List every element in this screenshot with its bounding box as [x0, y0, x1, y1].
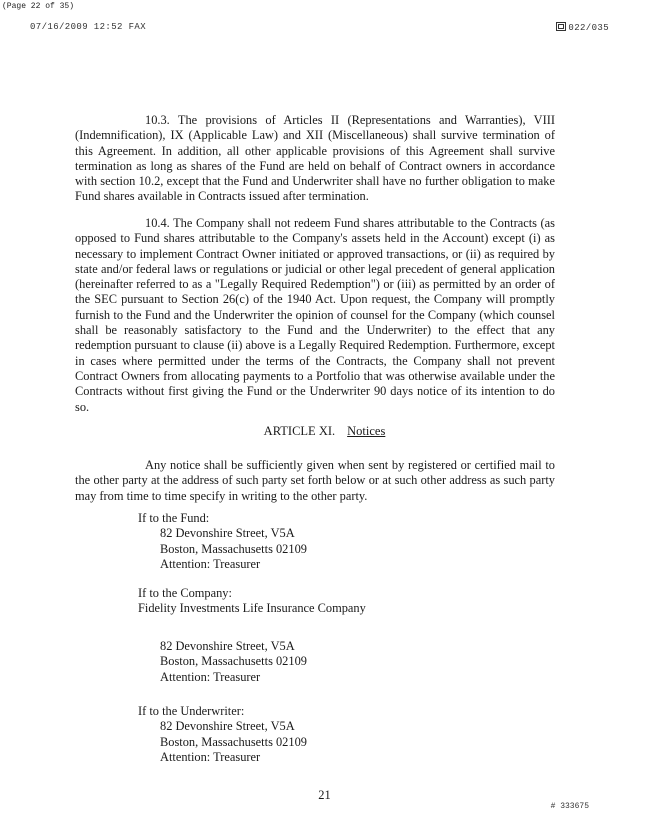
notice-intro: Any notice shall be sufficiently given when sent by registered or certified mail to the other party at the address of such party set forth below or at such other address as such party may from time to time specify in writing to the other party.	[75, 458, 555, 503]
fax-page-count-text: 022/035	[568, 23, 609, 33]
address-street: 82 Devonshire Street, V5A	[160, 639, 295, 653]
section-10-4: 10.4. The Company shall not redeem Fund shares attributable to the Contracts (as opposed to Fund shares attributable to the Company's assets held in the Account) except (i) as necessary to implement Contract Owner initiated or approved transactions, or (ii) as required by state and/or federal laws or regulations or judicial or other legal precedent of general application (hereinafter referred to as a "Legally Required Redemption") or (iii) as permitted by an order of the SEC pursuant to Section 26(c) of the 1940 Act. Upon request, the Company will promptly furnish to the Fund and the Underwriter the opinion of counsel for the Company (which counsel shall be reasonably satisfactory to the Fund and the Underwriter) to the effect that any redemption pursuant to clause (ii) above is a Legally Required Redemption. Furthermore, except in cases where permitted under the terms of the Contracts, the Company shall not prevent Contract Owners from allocating payments to a Portfolio that was otherwise available under the Contracts without first giving the Fund or the Underwriter 90 days notice of its intention to do so.	[75, 216, 555, 414]
article-title: Notices	[347, 424, 386, 438]
company-name: Fidelity Investments Life Insurance Company	[138, 601, 366, 616]
address-block-company	[138, 586, 366, 617]
address-city: Boston, Massachusetts 02109	[160, 541, 307, 556]
address-attention: Attention: Treasurer	[160, 669, 261, 684]
page-number: 21	[318, 788, 331, 802]
address-street: 82 Devonshire Street, V5A	[160, 719, 295, 734]
address-label: If to the Underwriter:	[138, 704, 245, 718]
address-block-company-location	[138, 639, 307, 685]
fax-machine-icon	[556, 22, 566, 31]
article-heading	[0, 424, 649, 439]
article-number: ARTICLE XI.	[263, 424, 336, 438]
fax-page-count	[556, 22, 609, 33]
address-street: 82 Devonshire Street, V5A	[160, 526, 295, 541]
address-label: If to the Company:	[138, 586, 232, 600]
page-marker: (Page 22 of 35)	[2, 2, 75, 11]
address-city: Boston, Massachusetts 02109	[160, 734, 307, 749]
section-10-3: 10.3. The provisions of Articles II (Representations and Warranties), VIII (Indemnification), IX (Applicable Law) and XII (Miscellaneous) shall survive termination of this Agreement. In addition, all other applicable provisions of this Agreement shall survive termination as long as shares of the Fund are held on behalf of Contract owners in accordance with section 10.2, except that the Fund and Underwriter shall have no further obligation to make Fund shares available in Contracts issued after termination.	[75, 113, 555, 204]
address-block-underwriter	[138, 704, 307, 765]
address-attention: Attention: Treasurer	[160, 556, 261, 571]
document-id: # 333675	[550, 802, 589, 811]
address-block-fund	[138, 511, 307, 572]
fax-datetime: 07/16/2009 12:52 FAX	[30, 22, 147, 32]
address-label: If to the Fund:	[138, 511, 210, 525]
address-attention: Attention: Treasurer	[160, 749, 261, 764]
address-city: Boston, Massachusetts 02109	[160, 654, 307, 669]
